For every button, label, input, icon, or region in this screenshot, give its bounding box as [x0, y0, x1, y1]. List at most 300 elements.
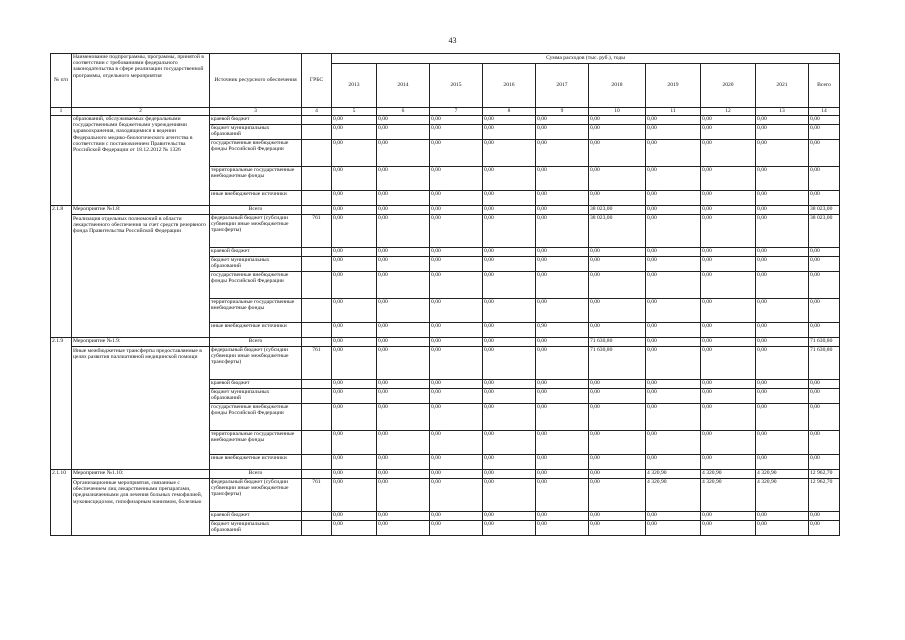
value-cell: 0,90	[536, 323, 589, 338]
value-cell: 0,00	[809, 248, 840, 257]
value-cell: 0,00	[377, 347, 430, 380]
value-cell: 0,00	[332, 380, 377, 389]
value-cell: 0,00	[377, 338, 430, 347]
header-source: Источник ресурсного обеспечения	[210, 54, 302, 108]
source-name: краевой бюджет	[210, 248, 302, 257]
grbs-code	[302, 431, 332, 455]
item-name: Реализация отдельных полномочий в области лекарственного обеспечения за счет средств резервного фонда Правительства Российской Федерации	[73, 216, 206, 235]
value-cell: 0,00	[377, 389, 430, 404]
value-cell: 0,00	[701, 431, 756, 455]
value-cell: 0,00	[536, 167, 589, 191]
value-cell: 0,00	[483, 389, 536, 404]
grbs-code	[302, 272, 332, 299]
column-number: 6	[377, 108, 430, 116]
source-name: государственные внебюджетные фонды Российской Федерации	[210, 404, 302, 431]
value-cell: 71 630,80	[589, 338, 646, 347]
value-cell: 0,00	[536, 299, 589, 323]
value-cell: 0,00	[809, 116, 840, 125]
value-cell: 0,00	[430, 512, 483, 521]
header-year: 2017	[536, 64, 589, 108]
value-cell: 0,00	[589, 380, 646, 389]
source-name: краевой бюджет	[210, 512, 302, 521]
value-cell: 4 320,90	[701, 470, 756, 479]
value-cell: 0,00	[332, 521, 377, 536]
value-cell: 0,00	[701, 257, 756, 272]
value-cell: 0,00	[536, 389, 589, 404]
value-cell: 0,00	[332, 431, 377, 455]
item-name-cell	[72, 338, 210, 470]
value-cell: 0,00	[430, 167, 483, 191]
value-cell: 0,00	[536, 215, 589, 248]
value-cell: 0,00	[756, 347, 809, 380]
item-number	[51, 116, 72, 206]
value-cell: 0,00	[589, 125, 646, 140]
value-cell: 4 320,90	[756, 470, 809, 479]
total-label: Всего	[210, 206, 302, 215]
value-cell: 0,00	[536, 257, 589, 272]
value-cell: 38 023,00	[809, 215, 840, 248]
header-year: 2014	[377, 64, 430, 108]
header-year: 2013	[332, 64, 377, 108]
value-cell: 0,00	[809, 404, 840, 431]
header-name: Наименование подпрограммы, программы, принятой в соответствии с требованиями федерального законодательства в сфере реализации государственной программы, отдельного мероприятия	[72, 54, 210, 108]
value-cell: 0,00	[589, 257, 646, 272]
item-name: Организационные мероприятия, связанные с обеспечением лиц лекарственными препаратами, предназначенными для лечения больных гемофилией, муковисцидозом, гипофизарным нанизмом, болезнью	[73, 480, 203, 505]
value-cell: 0,00	[483, 191, 536, 206]
value-cell: 0,00	[430, 299, 483, 323]
value-cell: 0,00	[646, 191, 701, 206]
source-name: иные внебюджетные источники	[210, 323, 302, 338]
value-cell: 0,00	[756, 167, 809, 191]
value-cell: 0,00	[332, 338, 377, 347]
value-cell: 0,00	[483, 455, 536, 470]
value-cell: 0,00	[646, 347, 701, 380]
budget-table	[50, 53, 840, 536]
value-cell: 0,00	[377, 380, 430, 389]
value-cell: 0,00	[589, 389, 646, 404]
value-cell: 71 630,80	[809, 338, 840, 347]
value-cell: 4 320,90	[756, 479, 809, 512]
value-cell: 0,00	[430, 431, 483, 455]
value-cell: 0,00	[756, 380, 809, 389]
value-cell: 0,00	[430, 125, 483, 140]
header-year: Всего	[809, 64, 840, 108]
value-cell: 0,00	[430, 272, 483, 299]
value-cell: 0,00	[756, 389, 809, 404]
value-cell: 0,00	[377, 521, 430, 536]
item-name: Иные межбюджетные трансферты предоставляемые в целях развития паллиативной медицинской помощи	[73, 348, 202, 361]
value-cell: 0,00	[809, 257, 840, 272]
header-year: 2015	[430, 64, 483, 108]
value-cell: 0,00	[332, 125, 377, 140]
value-cell: 0,00	[809, 521, 840, 536]
source-name: иные внебюджетные источники	[210, 191, 302, 206]
item-title: Мероприятие №1.9:	[72, 338, 209, 347]
grbs-code	[302, 125, 332, 140]
value-cell: 0,00	[809, 431, 840, 455]
value-cell: 0,00	[646, 299, 701, 323]
page-number: 43	[448, 36, 457, 45]
value-cell: 0,00	[536, 125, 589, 140]
value-cell: 0,00	[756, 512, 809, 521]
value-cell: 38 023,00	[589, 215, 646, 248]
value-cell: 0,00	[701, 455, 756, 470]
value-cell: 0,00	[377, 479, 430, 512]
value-cell: 0,00	[589, 479, 646, 512]
value-cell: 0,00	[756, 206, 809, 215]
value-cell: 0,00	[536, 470, 589, 479]
value-cell: 0,00	[589, 140, 646, 167]
header-year: 2021	[756, 64, 809, 108]
value-cell: 12 962,70	[809, 479, 840, 512]
value-cell: 0,00	[332, 479, 377, 512]
value-cell: 0,00	[536, 404, 589, 431]
value-cell: 0,00	[332, 455, 377, 470]
grbs-code	[302, 323, 332, 338]
value-cell: 0,00	[756, 299, 809, 323]
grbs-code	[302, 512, 332, 521]
column-number: 12	[701, 108, 756, 116]
value-cell: 0,00	[809, 125, 840, 140]
value-cell: 0,00	[332, 470, 377, 479]
item-name: образований, обслуживаемых федеральными государственными бюджетными учреждениями здравоохранения, находящимися в ведении Федерального медико-биологического агентства в соответствии с постановлением Правительства Российской Федерации от 18.12.2012 № 1326	[73, 116, 193, 154]
value-cell: 0,00	[589, 191, 646, 206]
value-cell: 0,00	[589, 470, 646, 479]
column-number: 13	[756, 108, 809, 116]
value-cell: 0,00	[483, 206, 536, 215]
value-cell: 0,00	[536, 431, 589, 455]
value-cell: 0,00	[430, 140, 483, 167]
column-number: 14	[809, 108, 840, 116]
column-number: 5	[332, 108, 377, 116]
value-cell: 0,00	[589, 521, 646, 536]
value-cell: 0,00	[377, 272, 430, 299]
value-cell: 0,00	[646, 140, 701, 167]
value-cell: 0,00	[809, 455, 840, 470]
value-cell: 0,00	[377, 167, 430, 191]
value-cell: 0,00	[332, 215, 377, 248]
value-cell: 0,00	[430, 257, 483, 272]
header-year: 2016	[483, 64, 536, 108]
value-cell: 0,00	[701, 167, 756, 191]
value-cell: 0,00	[377, 404, 430, 431]
value-cell: 0,00	[646, 248, 701, 257]
value-cell: 0,00	[701, 389, 756, 404]
value-cell: 0,00	[536, 338, 589, 347]
value-cell: 4 320,90	[646, 479, 701, 512]
source-name: краевой бюджет	[210, 380, 302, 389]
value-cell: 0,00	[589, 167, 646, 191]
item-number: 2.1.10	[51, 470, 72, 536]
item-number: 2.1.8	[51, 206, 72, 338]
item-title: Мероприятие №1.8:	[72, 206, 209, 215]
value-cell: 0,00	[701, 380, 756, 389]
value-cell: 0,00	[430, 191, 483, 206]
value-cell: 0,00	[646, 116, 701, 125]
value-cell: 0,00	[483, 479, 536, 512]
value-cell: 0,00	[483, 404, 536, 431]
value-cell: 0,00	[332, 257, 377, 272]
value-cell: 0,00	[646, 431, 701, 455]
value-cell: 0,00	[809, 299, 840, 323]
value-cell: 4 320,90	[701, 479, 756, 512]
value-cell: 0,00	[430, 206, 483, 215]
value-cell: 0,00	[646, 215, 701, 248]
value-cell: 0,00	[483, 248, 536, 257]
source-name: иные внебюджетные источники	[210, 455, 302, 470]
value-cell: 0,00	[589, 299, 646, 323]
value-cell: 0,00	[483, 512, 536, 521]
value-cell: 0,00	[756, 338, 809, 347]
header-number: № п/п	[51, 54, 72, 108]
grbs-code	[302, 380, 332, 389]
value-cell: 0,00	[430, 116, 483, 125]
value-cell: 0,00	[332, 191, 377, 206]
value-cell: 0,00	[756, 404, 809, 431]
value-cell: 38 023,00	[589, 206, 646, 215]
value-cell: 0,00	[756, 272, 809, 299]
value-cell: 71 630,80	[809, 347, 840, 380]
grbs-code: 761	[302, 347, 332, 380]
grbs-code	[302, 470, 332, 479]
value-cell: 0,00	[589, 323, 646, 338]
value-cell: 0,00	[646, 512, 701, 521]
column-number: 4	[302, 108, 332, 116]
value-cell: 0,00	[646, 380, 701, 389]
value-cell: 0,00	[646, 257, 701, 272]
total-row	[51, 206, 840, 215]
value-cell: 0,00	[646, 125, 701, 140]
value-cell: 0,00	[756, 455, 809, 470]
value-cell: 0,00	[430, 248, 483, 257]
value-cell: 0,00	[809, 380, 840, 389]
value-cell: 0,00	[483, 323, 536, 338]
value-cell: 0,00	[536, 191, 589, 206]
value-cell: 0,00	[483, 140, 536, 167]
value-cell: 0,00	[332, 140, 377, 167]
source-name: территориальные государственные внебюджетные фонды	[210, 431, 302, 455]
value-cell: 0,00	[756, 257, 809, 272]
source-name: государственные внебюджетные фонды Российской Федерации	[210, 272, 302, 299]
value-cell: 0,00	[483, 470, 536, 479]
source-name: бюджет муниципальных образований	[210, 257, 302, 272]
value-cell: 0,00	[377, 215, 430, 248]
header-sum: Сумма расходов (тыс. руб.), годы	[332, 54, 840, 64]
value-cell: 0,00	[536, 521, 589, 536]
value-cell: 0,00	[701, 512, 756, 521]
value-cell: 0,00	[809, 389, 840, 404]
value-cell: 0,00	[756, 431, 809, 455]
value-cell: 0,00	[589, 455, 646, 470]
value-cell: 0,00	[701, 248, 756, 257]
value-cell: 0,00	[536, 479, 589, 512]
grbs-code	[302, 521, 332, 536]
value-cell: 0,00	[536, 347, 589, 380]
value-cell: 0,00	[701, 215, 756, 248]
value-cell: 0,00	[332, 512, 377, 521]
value-cell: 0,00	[430, 470, 483, 479]
value-cell: 12 962,70	[809, 470, 840, 479]
value-cell: 0,00	[589, 116, 646, 125]
value-cell: 0,00	[483, 521, 536, 536]
source-name: бюджет муниципальных образований	[210, 125, 302, 140]
total-row	[51, 470, 840, 479]
value-cell: 0,00	[701, 140, 756, 167]
header-grbs: ГРБС	[302, 54, 332, 108]
value-cell: 0,00	[377, 191, 430, 206]
column-number: 1	[51, 108, 72, 116]
value-cell: 0,00	[809, 512, 840, 521]
value-cell: 0,00	[483, 116, 536, 125]
grbs-code	[302, 116, 332, 125]
value-cell: 0,00	[430, 338, 483, 347]
value-cell: 0,00	[809, 191, 840, 206]
value-cell: 0,00	[646, 206, 701, 215]
value-cell: 0,00	[701, 125, 756, 140]
grbs-code: 761	[302, 479, 332, 512]
source-name: государственные внебюджетные фонды Российской Федерации	[210, 140, 302, 167]
value-cell: 0,00	[483, 431, 536, 455]
value-cell: 0,00	[646, 404, 701, 431]
total-label: Всего	[210, 470, 302, 479]
column-number: 10	[589, 108, 646, 116]
value-cell: 0,00	[377, 455, 430, 470]
item-number: 2.1.9	[51, 338, 72, 470]
value-cell: 0,00	[483, 347, 536, 380]
column-number: 2	[72, 108, 210, 116]
value-cell: 0,00	[646, 455, 701, 470]
column-number: 8	[483, 108, 536, 116]
value-cell: 0,00	[483, 125, 536, 140]
source-name: краевой бюджет	[210, 116, 302, 125]
value-cell: 0,00	[536, 248, 589, 257]
grbs-code	[302, 191, 332, 206]
column-number: 3	[210, 108, 302, 116]
value-cell: 0,00	[701, 521, 756, 536]
value-cell: 0,00	[756, 191, 809, 206]
grbs-code	[302, 404, 332, 431]
value-cell: 0,00	[332, 299, 377, 323]
value-cell: 0,00	[430, 347, 483, 380]
value-cell: 0,00	[430, 389, 483, 404]
source-name: бюджет муниципальных образований	[210, 521, 302, 536]
value-cell: 0,00	[377, 140, 430, 167]
value-cell: 0,00	[332, 248, 377, 257]
value-cell: 0,00	[756, 125, 809, 140]
value-cell: 0,00	[377, 248, 430, 257]
source-name: федеральный бюджет (субсидии субвенции иные межбюджетные трансферты)	[210, 347, 302, 380]
value-cell: 0,00	[483, 167, 536, 191]
source-name: территориальные государственные внебюджетные фонды	[210, 167, 302, 191]
value-cell: 0,00	[377, 257, 430, 272]
value-cell: 0,00	[701, 347, 756, 380]
column-number: 11	[646, 108, 701, 116]
value-cell: 0,00	[483, 272, 536, 299]
value-cell: 0,00	[756, 215, 809, 248]
header-year: 2019	[646, 64, 701, 108]
value-cell: 0,00	[332, 389, 377, 404]
value-cell: 0,00	[536, 140, 589, 167]
value-cell: 0,00	[646, 272, 701, 299]
value-cell: 0,00	[483, 380, 536, 389]
item-name-cell	[72, 206, 210, 338]
value-cell: 0,00	[589, 404, 646, 431]
value-cell: 0,00	[377, 299, 430, 323]
value-cell: 0,00	[536, 116, 589, 125]
value-cell: 0,00	[809, 167, 840, 191]
grbs-code	[302, 299, 332, 323]
value-cell: 0,00	[701, 272, 756, 299]
source-name: федеральный бюджет (субсидии субвенции иные межбюджетные трансферты)	[210, 479, 302, 512]
value-cell: 0,00	[756, 323, 809, 338]
value-cell: 0,00	[430, 455, 483, 470]
header-year: 2018	[589, 64, 646, 108]
value-cell: 0,00	[430, 323, 483, 338]
value-cell: 0,00	[377, 125, 430, 140]
value-cell: 0,00	[483, 338, 536, 347]
value-cell: 0,00	[332, 323, 377, 338]
value-cell: 0,00	[332, 206, 377, 215]
value-cell: 0,00	[536, 206, 589, 215]
value-cell: 0,00	[589, 431, 646, 455]
column-number: 9	[536, 108, 589, 116]
value-cell: 0,00	[377, 512, 430, 521]
grbs-code	[302, 206, 332, 215]
value-cell: 0,00	[483, 215, 536, 248]
value-cell: 0,00	[332, 404, 377, 431]
total-label: Всего	[210, 338, 302, 347]
value-cell: 0,00	[809, 140, 840, 167]
value-cell: 0,00	[646, 167, 701, 191]
grbs-code	[302, 140, 332, 167]
value-cell: 0,00	[589, 272, 646, 299]
value-cell: 38 023,00	[809, 206, 840, 215]
value-cell: 0,00	[377, 431, 430, 455]
value-cell: 0,00	[646, 323, 701, 338]
value-cell: 0,00	[756, 248, 809, 257]
value-cell: 0,00	[483, 299, 536, 323]
value-cell: 0,00	[589, 248, 646, 257]
value-cell: 0,00	[332, 272, 377, 299]
item-name-cell	[72, 470, 210, 536]
grbs-code	[302, 167, 332, 191]
value-cell: 0,00	[377, 116, 430, 125]
value-cell: 0,00	[646, 389, 701, 404]
value-cell: 0,00	[430, 479, 483, 512]
source-name: федеральный бюджет (субсидии субвенции иные межбюджетные трансферты)	[210, 215, 302, 248]
grbs-code	[302, 257, 332, 272]
value-cell: 0,00	[756, 521, 809, 536]
grbs-code	[302, 338, 332, 347]
value-cell: 0,00	[332, 116, 377, 125]
value-cell: 0,00	[483, 257, 536, 272]
value-cell: 0,00	[536, 272, 589, 299]
value-cell: 0,00	[430, 404, 483, 431]
value-cell: 0,00	[809, 272, 840, 299]
value-cell: 0,00	[430, 215, 483, 248]
header-year: 2020	[701, 64, 756, 108]
value-cell: 0,00	[756, 140, 809, 167]
value-cell: 0,00	[701, 299, 756, 323]
value-cell: 0,00	[701, 404, 756, 431]
value-cell: 0,00	[332, 347, 377, 380]
total-row	[51, 338, 840, 347]
value-cell: 0,00	[377, 470, 430, 479]
value-cell: 0,00	[332, 167, 377, 191]
value-cell: 0,00	[430, 380, 483, 389]
value-cell: 0,00	[536, 455, 589, 470]
grbs-code	[302, 455, 332, 470]
